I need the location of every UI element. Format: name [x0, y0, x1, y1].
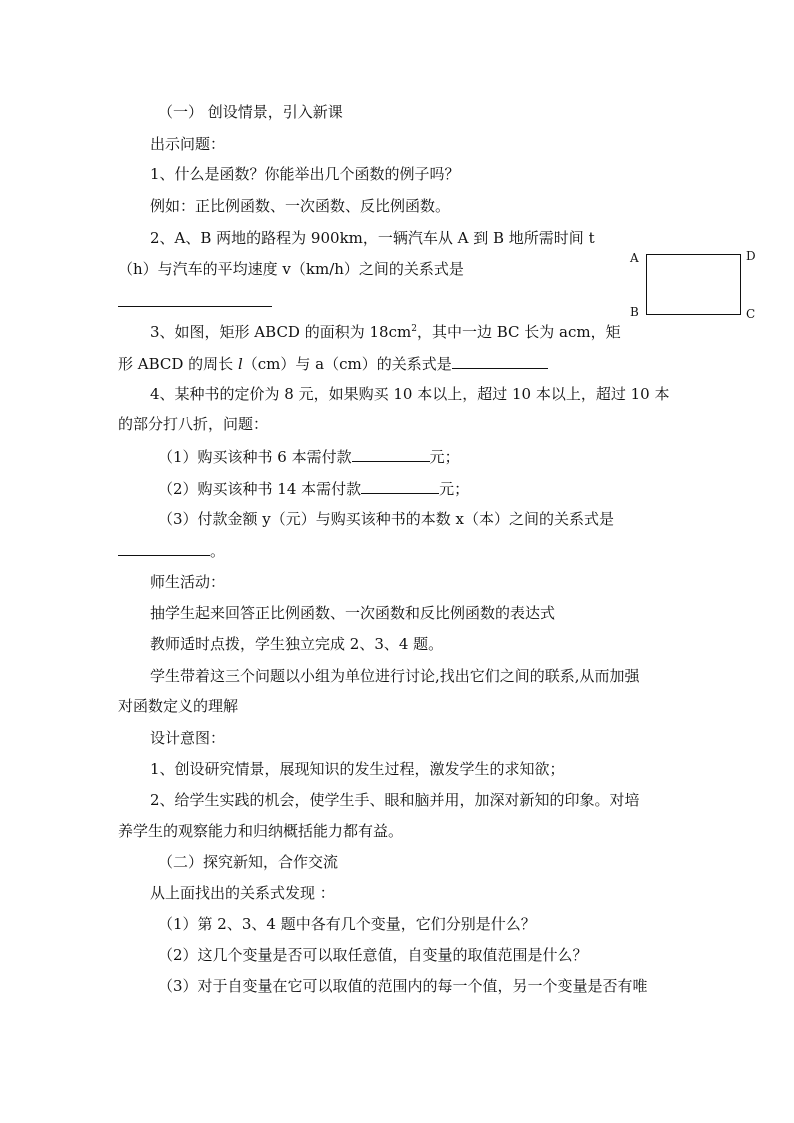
question-4-sub1-blank[interactable]: [352, 446, 430, 462]
question-2-answer-blank[interactable]: [118, 291, 272, 312]
activity-3-line2: 对函数定义的理解: [118, 697, 239, 715]
question-4-line2: 的部分打八折，问题：: [118, 415, 269, 433]
intent-1: 1、创设研究情景，展现知识的发生过程，激发学生的求知欲；: [150, 760, 565, 778]
question-4-sub1: （1）购买该种书 6 本需付款 元；: [158, 448, 460, 466]
question-1-example: 例如：正比例函数、一次函数、反比例函数。: [150, 197, 451, 215]
question-4-line1: 4、某种书的定价为 8 元，如果购买 10 本以上，超过 10 本以上，超过 10 本: [150, 385, 670, 403]
question-4-sub2-blank[interactable]: [361, 478, 439, 494]
section2-point-1: （1）第 2、3、4 题中各有几个变量，它们分别是什么？: [158, 915, 536, 933]
section2-intro: 从上面找出的关系式发现 ：: [150, 884, 335, 902]
vertex-label-b: B: [630, 305, 639, 319]
vertex-label-d: D: [746, 249, 756, 263]
question-2-line1: 2、A、B 两地的路程为 900km，一辆汽车从 A 到 B 地所需时间 t: [150, 229, 595, 247]
intent-label: 设计意图：: [150, 729, 226, 747]
rectangle-shape: [646, 254, 741, 315]
activity-3-line1: 学生带着这三个问题以小组为单位进行讨论,找出它们之间的联系,从而加强: [150, 667, 640, 685]
superscript-2: 2: [411, 324, 417, 334]
vertex-label-a: A: [630, 251, 639, 265]
section2-point-3: （3）对于自变量在它可以取值的范围内的每一个值，另一个变量是否有唯: [158, 977, 648, 995]
activity-label: 师生活动：: [150, 573, 226, 591]
question-2-line2: （h）与汽车的平均速度 v（km/h）之间的关系式是: [118, 260, 464, 278]
question-4-sub3-answer: 。: [118, 540, 225, 561]
question-1: 1、什么是函数？你能举出几个函数的例子吗？: [150, 165, 460, 183]
question-3-line1: 3、如图，矩形 ABCD 的面积为 $18cm^2$，其中一边 BC 长为 acm，矩: [150, 323, 621, 341]
intent-2-line2: 养学生的观察能力和归纳概括能力都有益。: [118, 822, 404, 840]
question-3-line2: 形 ABCD 的周长 l（cm）与 a（cm）的关系式是: [118, 353, 548, 374]
show-problem-label: 出示问题：: [150, 135, 226, 153]
intent-2-line1: 2、给学生实践的机会，使学生手、眼和脑并用，加深对新知的印象。对培: [150, 791, 640, 809]
vertex-label-c: C: [746, 307, 756, 321]
question-3-answer-blank[interactable]: [452, 353, 548, 369]
activity-2: 教师适时点拨，学生独立完成 2、3、4 题。: [150, 635, 444, 653]
question-4-sub2: （2）购买该种书 14 本需付款 元；: [158, 480, 470, 498]
section1-heading: （一） 创设情景，引入新课: [158, 103, 343, 121]
rectangle-abcd-figure: [628, 246, 768, 326]
question-4-sub3: （3）付款金额 y（元）与购买该种书的本数 x（本）之间的关系式是: [158, 510, 615, 528]
activity-1: 抽学生起来回答正比例函数、一次函数和反比例函数的表达式: [150, 604, 556, 622]
question-4-sub3-blank[interactable]: [118, 540, 210, 556]
section2-point-2: （2）这几个变量是否可以取任意值，自变量的取值范围是什么？: [158, 946, 588, 964]
section2-heading: （二）探究新知，合作交流: [158, 853, 339, 871]
